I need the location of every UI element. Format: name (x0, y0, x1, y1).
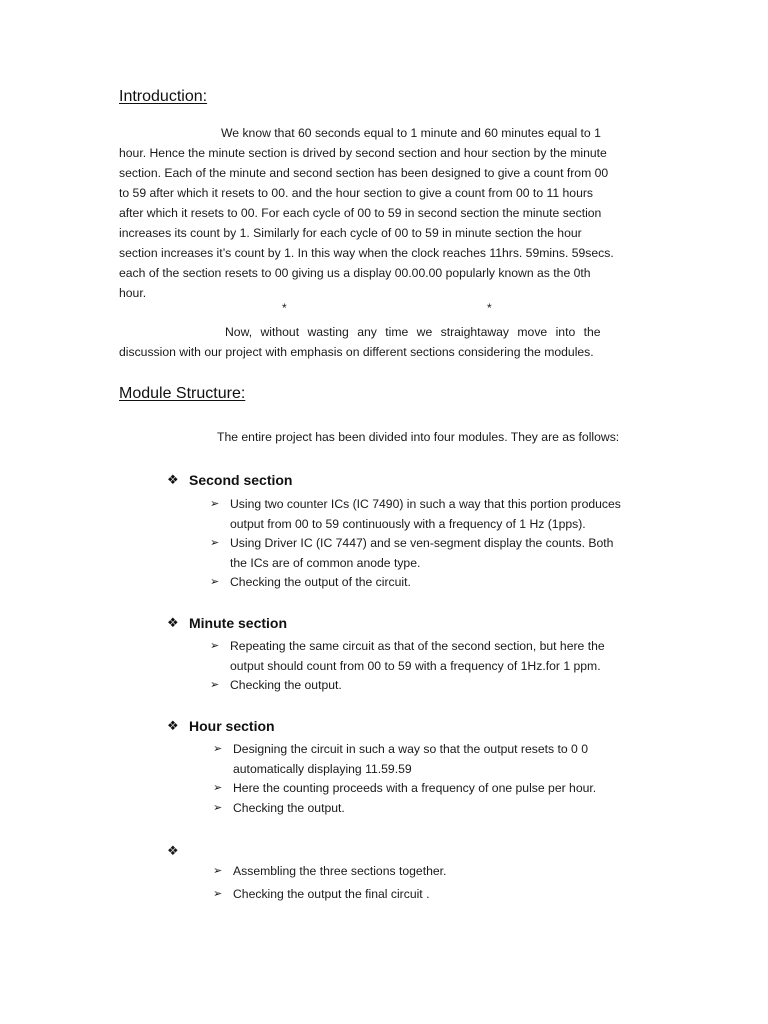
hour-section-title (167, 718, 275, 734)
list-item-line: output should count from 00 to 59 with a frequency of 1Hz.for 1 ppm. (230, 658, 601, 673)
list-item-line: Using Driver IC (IC 7447) and se ven-segment display the counts. Both (230, 536, 614, 550)
paragraph-line: hour. Hence the minute section is drived by second section and hour section by the minute (119, 146, 607, 160)
list-item (210, 573, 650, 593)
paragraph-line: section. Each of the minute and second section has been designed to give a count from 00 (119, 166, 609, 180)
list-item (210, 534, 650, 573)
diamond-bullet-icon: ❖ (167, 843, 179, 858)
minute-section-list (210, 637, 650, 696)
arrow-bullet-icon: ➢ (210, 679, 220, 691)
separator-star: * (487, 301, 492, 315)
paragraph-line: increases its count by 1. Similarly for each cycle of 00 to 59 in minute section the hour (119, 226, 582, 240)
list-item-line: automatically displaying 11.59.59 (233, 761, 412, 776)
paragraph-line: to 59 after which it resets to 00. and the hour section to give a count from 00 to 11 hours (119, 186, 594, 200)
list-item (210, 637, 650, 676)
section-title-text: Hour section (189, 718, 275, 734)
second-section-title (167, 472, 292, 488)
paragraph-line: section increases it’s count by 1. In this way when the clock reaches 11hrs. 59mins. 59secs. (119, 246, 614, 260)
list-item (210, 495, 650, 534)
list-item-line: Checking the output of the circuit. (230, 575, 411, 589)
module-structure-heading: Module Structure: (119, 385, 246, 402)
module-lead-text: The entire project has been divided into four modules. They are as follows: (217, 430, 620, 444)
diamond-bullet-icon: ❖ (167, 472, 179, 487)
arrow-bullet-icon: ➢ (213, 801, 223, 814)
assembly-section-list (213, 862, 653, 904)
list-item (213, 885, 653, 905)
list-item-line: Checking the output the final circuit . (233, 886, 430, 901)
arrow-bullet-icon: ➢ (213, 865, 223, 877)
arrow-bullet-icon: ➢ (210, 498, 220, 510)
list-item-line: Checking the output. (230, 678, 342, 692)
introduction-paragraph (119, 123, 649, 303)
arrow-bullet-icon: ➢ (213, 782, 223, 794)
list-item-line: Checking the output. (233, 800, 345, 815)
section-title-text: Minute section (189, 615, 288, 631)
list-item-line: Assembling the three sections together. (233, 864, 447, 878)
list-item-line: Designing the circuit in such a way so that the output resets to 0 0 (233, 742, 588, 756)
list-item-line: the ICs are of common anode type. (230, 555, 421, 570)
arrow-bullet-icon: ➢ (210, 640, 220, 652)
section-title-text: Second section (189, 472, 293, 488)
list-item (213, 740, 653, 779)
list-item-line: Using two counter ICs (IC 7490) in such a way that this portion produces (230, 497, 621, 511)
paragraph-line: each of the section resets to 00 giving us a display 00.00.00 popularly known as the 0th (119, 266, 591, 280)
paragraph-line: discussion with our project with emphasis on different sections considering the modules. (119, 345, 594, 359)
paragraph-line: hour. (119, 286, 147, 300)
list-item (213, 862, 653, 882)
arrow-bullet-icon: ➢ (213, 887, 223, 900)
arrow-bullet-icon: ➢ (210, 537, 220, 549)
second-section-list (210, 495, 650, 593)
paragraph-line: after which it resets to 00. For each cycle of 00 to 59 in second section the minute section (119, 206, 602, 220)
hour-section-list (213, 740, 653, 818)
list-item (213, 779, 653, 799)
diamond-bullet-icon: ❖ (167, 615, 179, 630)
list-item-line: output from 00 to 59 continuously with a frequency of 1 Hz (1pps). (230, 516, 586, 531)
minute-section-title (167, 615, 287, 631)
paragraph-line: Now, without wasting any time we straightaway move into the (225, 325, 601, 339)
introduction-followup (119, 322, 649, 362)
list-item-line: Repeating the same circuit as that of the second section, but here the (230, 639, 605, 653)
arrow-bullet-icon: ➢ (213, 743, 223, 755)
list-item-line: Here the counting proceeds with a frequency of one pulse per hour. (233, 781, 597, 795)
introduction-heading: Introduction: (119, 88, 208, 105)
list-item (213, 799, 653, 819)
list-item (210, 676, 650, 696)
diamond-bullet-icon: ❖ (167, 718, 179, 733)
separator-star: * (282, 301, 287, 315)
arrow-bullet-icon: ➢ (210, 576, 220, 588)
paragraph-line: We know that 60 seconds equal to 1 minute and 60 minutes equal to 1 (221, 126, 601, 140)
